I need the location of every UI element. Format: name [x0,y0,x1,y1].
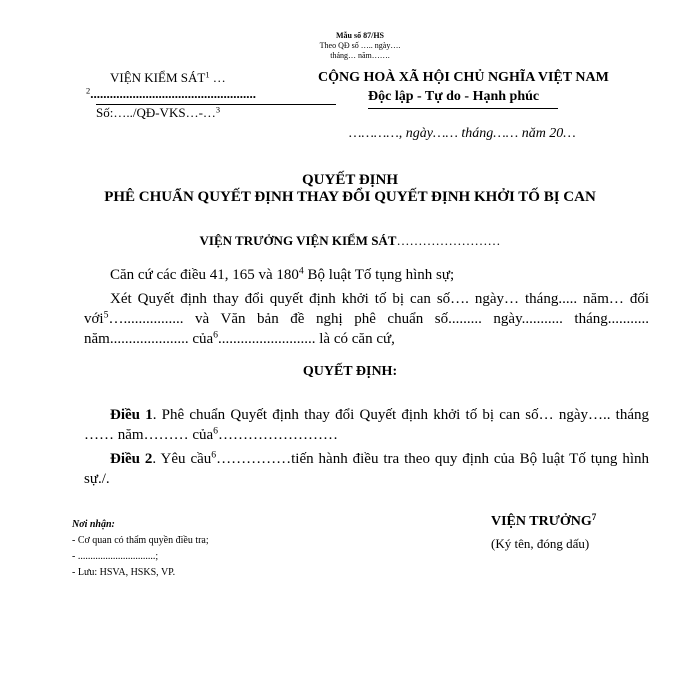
article-2-post: ……………tiến hành điều tra theo quy định của Bộ luật Tố tụng hình sự./. [84,451,650,487]
recipients-title: Nơi nhận: [72,519,115,530]
date-line: …………, ngày…… tháng…… năm 20… [349,126,576,141]
form-code [300,31,420,61]
consider-part1: Xét Quyết định thay đổi quyết định khởi tố bị can số…. ngày… tháng..... năm… đối với [84,291,649,327]
recipient-item: - Cơ quan có thẩm quyền điều tra; [72,535,209,546]
agency-name [110,70,226,86]
signature-title-text: VIỆN TRƯỞNG [491,514,592,529]
basis-paragraph [84,265,649,285]
recipient-item: - Lưu: HSVA, HSKS, VP. [72,567,176,578]
decision-heading: QUYẾT ĐỊNH: [302,364,398,379]
agency-prefix: VIỆN KIỂM SÁT [110,70,206,85]
footnote-2: 2 [86,85,91,96]
basis-pre: Căn cứ các điều 41, 165 và 180 [110,267,299,283]
consider-paragraph [84,289,649,349]
footnote-7: 7 [591,512,597,522]
consider-part2: …................ và Văn bản đề nghị phê chuẩn số......... ngày........... tháng........... năm..................... của [84,311,649,347]
footnote-6c: 6 [211,449,217,461]
footnote-6a: 6 [213,329,219,341]
footnote-5: 5 [103,309,109,321]
document-number-text: Số:…../QĐ-VKS…-… [96,105,216,120]
title-line1: QUYẾT ĐỊNH [302,172,398,188]
nation-title: CỘNG HOÀ XÃ HỘI CHỦ NGHĨA VIỆT NAM [318,70,609,85]
authority-label: VIỆN TRƯỞNG VIỆN KIỂM SÁT [199,233,397,248]
footnote-4: 4 [298,265,304,277]
recipients-block [72,518,209,580]
agency-suffix: … [209,70,226,85]
article-1-tail: …………………… [218,427,339,443]
article-2-pre: . Yêu cầu [152,451,212,467]
article-1 [84,405,649,445]
footnote-6b: 6 [213,425,219,437]
article-1-label: Điều 1 [110,407,153,423]
signature-title [491,514,596,530]
authority-dots: …………………… [396,233,501,248]
form-code-line1: Mẫu số 87/HS [335,31,384,40]
basis-post: Bộ luật Tố tụng hình sự; [303,267,455,283]
recipient-item: - ...............................; [72,551,159,562]
article-2 [84,449,649,489]
article-2-label: Điều 2 [110,451,153,467]
agency-subline-dots: ................................................... [90,86,256,101]
footnote-3: 3 [215,104,221,115]
article-1-text: . Phê chuẩn Quyết định thay đổi Quyết định khởi tố bị can số… ngày….. tháng …… năm……… của [84,407,649,443]
signature-note: (Ký tên, đóng dấu) [491,536,590,551]
title-line2: PHÊ CHUẨN QUYẾT ĐỊNH THAY ĐỔI QUYẾT ĐỊNH KHỞI TỐ BỊ CAN [104,189,596,205]
form-code-line3: tháng… năm……. [330,51,390,60]
agency-subline [86,86,256,102]
document-number [96,105,220,121]
motto: Độc lập - Tự do - Hạnh phúc [368,89,540,104]
authority-line [0,233,700,249]
motto-underline [368,108,558,109]
consider-part3: .......................... là có căn cứ, [218,331,395,347]
form-code-line2: Theo QĐ số ….. ngày…. [319,41,401,50]
footnote-1: 1 [205,69,210,80]
